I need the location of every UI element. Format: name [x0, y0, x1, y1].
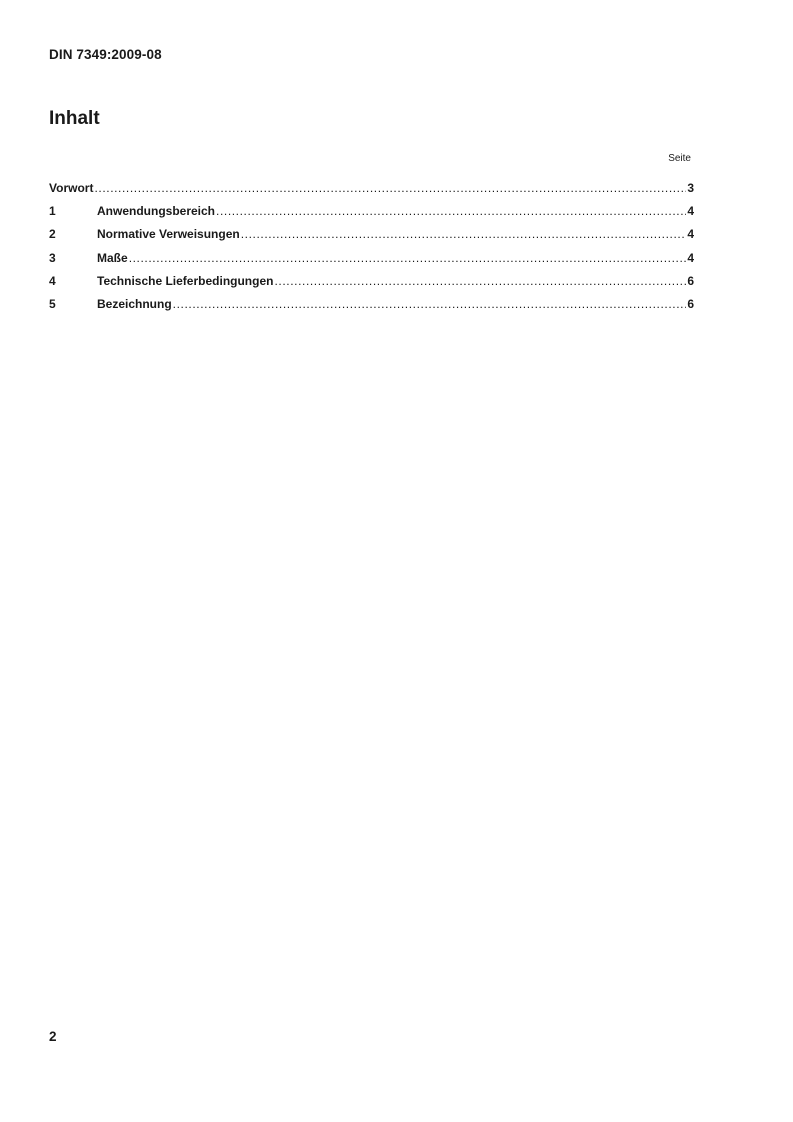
- toc-entry-page: 6: [687, 273, 694, 288]
- toc-leader-dots: [274, 274, 686, 288]
- toc-entry-label: Bezeichnung: [97, 296, 172, 311]
- toc-entry-number: 4: [49, 273, 56, 288]
- toc-entry-page: 4: [687, 204, 694, 219]
- toc-entry-technische-lieferbedingungen[interactable]: [49, 274, 694, 297]
- toc-entry-bezeichnung[interactable]: [49, 297, 694, 320]
- toc-entry-number: 1: [49, 204, 56, 219]
- toc-entry-anwendungsbereich[interactable]: [49, 204, 694, 227]
- toc-entry-page: 3: [687, 181, 694, 195]
- toc-leader-dots: [241, 227, 687, 241]
- toc-entry-label: Maße: [97, 250, 128, 265]
- toc-entry-number: 2: [49, 227, 56, 242]
- toc-entry-page: 4: [687, 227, 694, 242]
- toc-entry-page: 4: [687, 250, 694, 265]
- toc-leader-dots: [94, 181, 686, 195]
- page-number: 2: [49, 1029, 57, 1044]
- toc-entry-label: Technische Lieferbedingungen: [97, 273, 274, 288]
- toc-entry-label: Anwendungsbereich: [97, 204, 216, 219]
- toc-leader-dots: [129, 251, 687, 265]
- toc-entry-number: 5: [49, 296, 56, 311]
- toc-entry-page: 6: [687, 296, 694, 311]
- toc-entry-normative-verweisungen[interactable]: [49, 227, 694, 250]
- toc-leader-dots: [173, 297, 687, 311]
- table-of-contents: [49, 181, 694, 320]
- toc-entry-label: Vorwort: [49, 181, 94, 195]
- toc-entry-label: Normative Verweisungen: [97, 227, 240, 242]
- document-id: DIN 7349:2009-08: [49, 47, 162, 62]
- toc-entry-masse[interactable]: [49, 251, 694, 274]
- toc-title: Inhalt: [49, 108, 100, 129]
- toc-entry-vorwort[interactable]: [49, 181, 694, 204]
- toc-leader-dots: [216, 204, 686, 218]
- page-column-label: Seite: [668, 153, 691, 164]
- toc-entry-number: 3: [49, 250, 56, 265]
